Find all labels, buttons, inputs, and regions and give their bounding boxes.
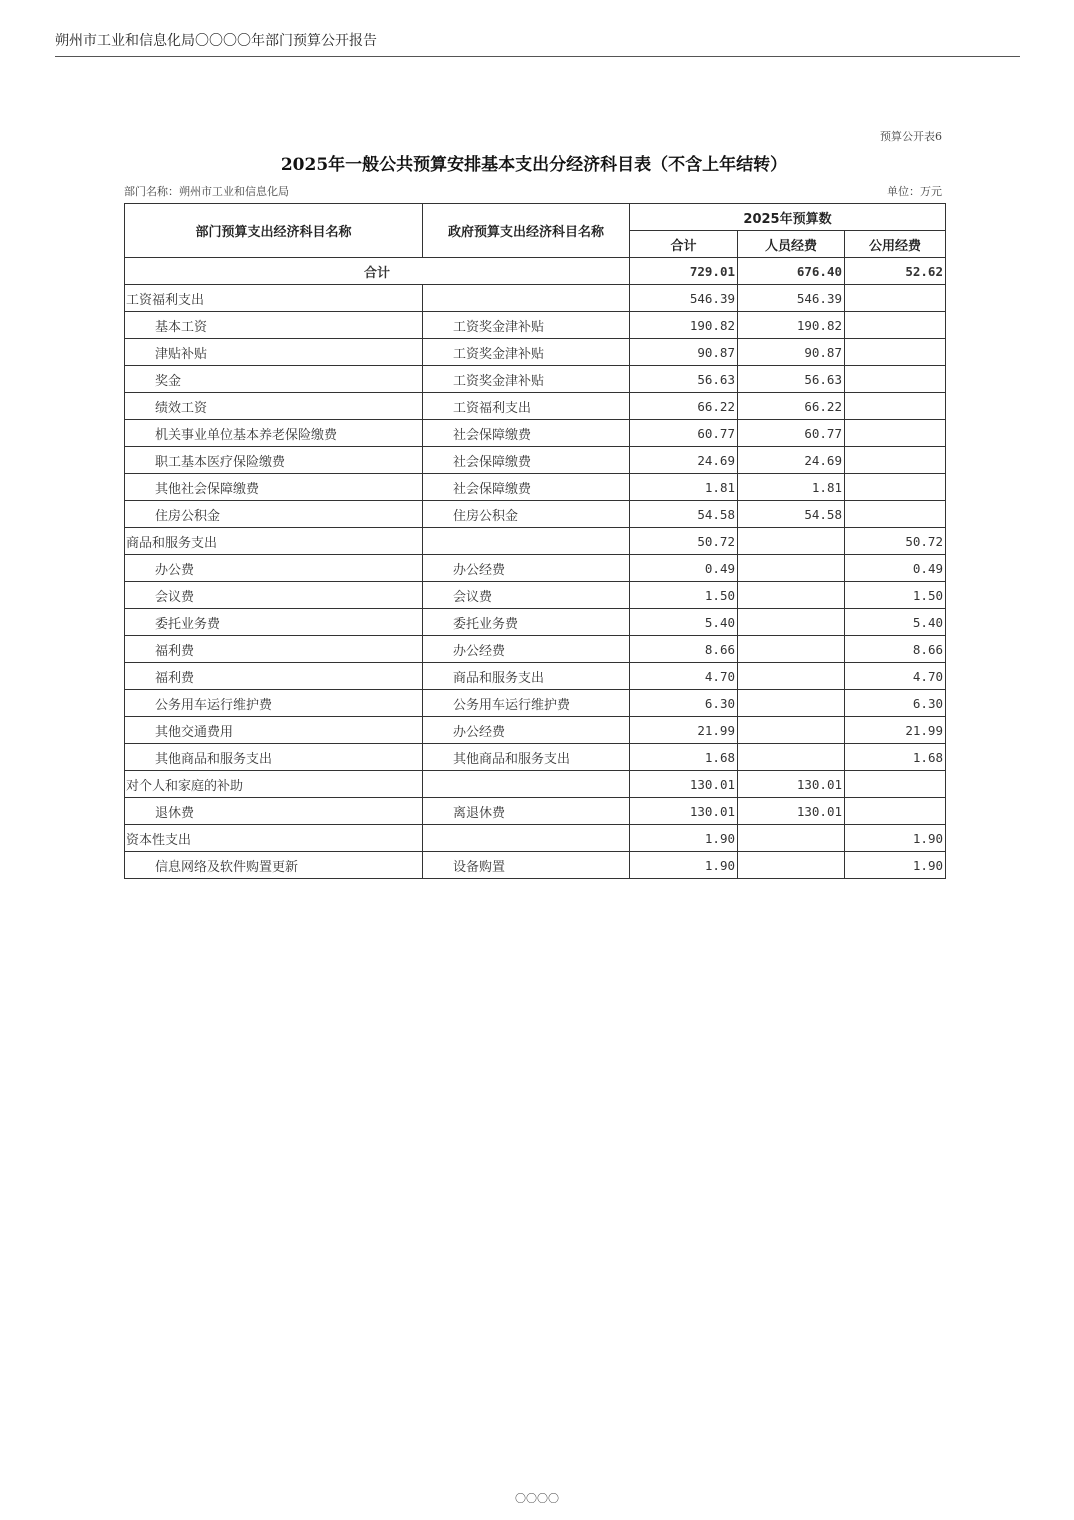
public-cell: [845, 366, 946, 393]
total-personnel: 676.40: [738, 258, 845, 285]
personnel-cell: [738, 717, 845, 744]
dept-subject-cell: 其他社会保障缴费: [125, 474, 423, 501]
table-row: [125, 609, 946, 636]
total-cell: 54.58: [630, 501, 738, 528]
total-row: [125, 258, 946, 285]
gov-subject-cell: 办公经费: [423, 555, 630, 582]
table-row: [125, 798, 946, 825]
table-row: [125, 690, 946, 717]
total-cell: 1.81: [630, 474, 738, 501]
table-row: [125, 312, 946, 339]
header-public: 公用经费: [845, 231, 946, 258]
gov-subject-cell: 工资福利支出: [423, 393, 630, 420]
dept-subject-cell: 其他交通费用: [125, 717, 423, 744]
personnel-cell: [738, 744, 845, 771]
meta-row: [124, 183, 944, 199]
personnel-cell: [738, 528, 845, 555]
dept-subject-cell: 对个人和家庭的补助: [125, 771, 423, 798]
page-header: 朔州市工业和信息化局〇〇〇〇年部门预算公开报告: [55, 30, 1020, 57]
public-cell: 0.49: [845, 555, 946, 582]
personnel-cell: 60.77: [738, 420, 845, 447]
total-cell: 21.99: [630, 717, 738, 744]
public-cell: 6.30: [845, 690, 946, 717]
public-cell: [845, 771, 946, 798]
total-cell: 1.90: [630, 852, 738, 879]
table-row: [125, 636, 946, 663]
total-cell: 1.90: [630, 825, 738, 852]
personnel-cell: 130.01: [738, 771, 845, 798]
gov-subject-cell: 办公经费: [423, 636, 630, 663]
table-row: [125, 393, 946, 420]
department-label: 部门名称：朔州市工业和信息化局: [124, 185, 289, 198]
gov-subject-cell: 其他商品和服务支出: [423, 744, 630, 771]
dept-subject-cell: 其他商品和服务支出: [125, 744, 423, 771]
gov-subject-cell: 委托业务费: [423, 609, 630, 636]
gov-subject-cell: 社会保障缴费: [423, 474, 630, 501]
public-cell: [845, 501, 946, 528]
public-cell: 1.68: [845, 744, 946, 771]
public-cell: 50.72: [845, 528, 946, 555]
dept-subject-cell: 退休费: [125, 798, 423, 825]
dept-subject-cell: 奖金: [125, 366, 423, 393]
public-cell: 1.90: [845, 825, 946, 852]
table-row: [125, 582, 946, 609]
personnel-cell: 130.01: [738, 798, 845, 825]
public-cell: [845, 474, 946, 501]
personnel-cell: [738, 582, 845, 609]
gov-subject-cell: [423, 528, 630, 555]
table-row: [125, 744, 946, 771]
total-cell: 4.70: [630, 663, 738, 690]
public-cell: [845, 393, 946, 420]
public-cell: 1.90: [845, 852, 946, 879]
table-title: 2025年一般公共预算安排基本支出分经济科目表（不含上年结转）: [280, 155, 788, 175]
total-cell: 24.69: [630, 447, 738, 474]
header-dept-subject: 部门预算支出经济科目名称: [125, 204, 423, 258]
dept-subject-cell: 会议费: [125, 582, 423, 609]
personnel-cell: [738, 852, 845, 879]
header-budget-group: 2025年预算数: [630, 204, 946, 231]
total-cell: 6.30: [630, 690, 738, 717]
table-row: [125, 825, 946, 852]
total-cell: 1.68: [630, 744, 738, 771]
header-personnel: 人员经费: [738, 231, 845, 258]
public-cell: [845, 312, 946, 339]
gov-subject-cell: 公务用车运行维护费: [423, 690, 630, 717]
total-cell: 8.66: [630, 636, 738, 663]
gov-subject-cell: [423, 285, 630, 312]
public-cell: [845, 420, 946, 447]
dept-subject-cell: 公务用车运行维护费: [125, 690, 423, 717]
gov-subject-cell: [423, 825, 630, 852]
dept-subject-cell: 绩效工资: [125, 393, 423, 420]
table-row: [125, 366, 946, 393]
dept-subject-cell: 福利费: [125, 636, 423, 663]
header-row-1: [125, 204, 946, 231]
dept-subject-cell: 津贴补贴: [125, 339, 423, 366]
personnel-cell: 190.82: [738, 312, 845, 339]
gov-subject-cell: 社会保障缴费: [423, 447, 630, 474]
table-row: [125, 420, 946, 447]
gov-subject-cell: 工资奖金津补贴: [423, 312, 630, 339]
public-cell: 21.99: [845, 717, 946, 744]
dept-subject-cell: 机关事业单位基本养老保险缴费: [125, 420, 423, 447]
gov-subject-cell: 工资奖金津补贴: [423, 339, 630, 366]
personnel-cell: 66.22: [738, 393, 845, 420]
total-cell: 56.63: [630, 366, 738, 393]
personnel-cell: [738, 555, 845, 582]
personnel-cell: [738, 825, 845, 852]
budget-table: [124, 203, 946, 879]
table-row: [125, 339, 946, 366]
total-cell: 50.72: [630, 528, 738, 555]
total-cell: 60.77: [630, 420, 738, 447]
table-row: [125, 717, 946, 744]
page-number: 〇〇〇〇: [515, 1492, 559, 1505]
total-public: 52.62: [845, 258, 946, 285]
gov-subject-cell: 住房公积金: [423, 501, 630, 528]
dept-subject-cell: 办公费: [125, 555, 423, 582]
gov-subject-cell: 离退休费: [423, 798, 630, 825]
personnel-cell: [738, 690, 845, 717]
table-number: 预算公开表6: [880, 130, 942, 143]
personnel-cell: [738, 609, 845, 636]
dept-subject-cell: 住房公积金: [125, 501, 423, 528]
total-label: 合计: [125, 258, 630, 285]
public-cell: 4.70: [845, 663, 946, 690]
personnel-cell: 546.39: [738, 285, 845, 312]
public-cell: [845, 798, 946, 825]
header-gov-subject: 政府预算支出经济科目名称: [423, 204, 630, 258]
personnel-cell: [738, 663, 845, 690]
dept-subject-cell: 委托业务费: [125, 609, 423, 636]
gov-subject-cell: 商品和服务支出: [423, 663, 630, 690]
personnel-cell: 90.87: [738, 339, 845, 366]
gov-subject-cell: [423, 771, 630, 798]
table-row: [125, 474, 946, 501]
total-cell: 130.01: [630, 798, 738, 825]
header-total: 合计: [630, 231, 738, 258]
personnel-cell: 56.63: [738, 366, 845, 393]
gov-subject-cell: 社会保障缴费: [423, 420, 630, 447]
total-cell: 5.40: [630, 609, 738, 636]
table-row: [125, 852, 946, 879]
table-row: [125, 501, 946, 528]
personnel-cell: 1.81: [738, 474, 845, 501]
public-cell: [845, 447, 946, 474]
table-row: [125, 285, 946, 312]
public-cell: 5.40: [845, 609, 946, 636]
total-cell: 130.01: [630, 771, 738, 798]
public-cell: [845, 285, 946, 312]
personnel-cell: [738, 636, 845, 663]
total-cell: 190.82: [630, 312, 738, 339]
dept-subject-cell: 基本工资: [125, 312, 423, 339]
table-row: [125, 771, 946, 798]
table-row: [125, 555, 946, 582]
gov-subject-cell: 会议费: [423, 582, 630, 609]
total-cell: 546.39: [630, 285, 738, 312]
public-cell: [845, 339, 946, 366]
total-cell: 66.22: [630, 393, 738, 420]
total-cell: 0.49: [630, 555, 738, 582]
table-row: [125, 663, 946, 690]
dept-subject-cell: 职工基本医疗保险缴费: [125, 447, 423, 474]
unit-label: 单位：万元: [887, 185, 942, 198]
gov-subject-cell: 设备购置: [423, 852, 630, 879]
table-row: [125, 447, 946, 474]
dept-subject-cell: 商品和服务支出: [125, 528, 423, 555]
public-cell: 1.50: [845, 582, 946, 609]
total-cell: 1.50: [630, 582, 738, 609]
dept-subject-cell: 信息网络及软件购置更新: [125, 852, 423, 879]
dept-subject-cell: 资本性支出: [125, 825, 423, 852]
personnel-cell: 54.58: [738, 501, 845, 528]
personnel-cell: 24.69: [738, 447, 845, 474]
dept-subject-cell: 工资福利支出: [125, 285, 423, 312]
gov-subject-cell: 工资奖金津补贴: [423, 366, 630, 393]
total-cell: 90.87: [630, 339, 738, 366]
table-row: [125, 528, 946, 555]
public-cell: 8.66: [845, 636, 946, 663]
total-total: 729.01: [630, 258, 738, 285]
dept-subject-cell: 福利费: [125, 663, 423, 690]
gov-subject-cell: 办公经费: [423, 717, 630, 744]
table-body: [125, 258, 946, 879]
